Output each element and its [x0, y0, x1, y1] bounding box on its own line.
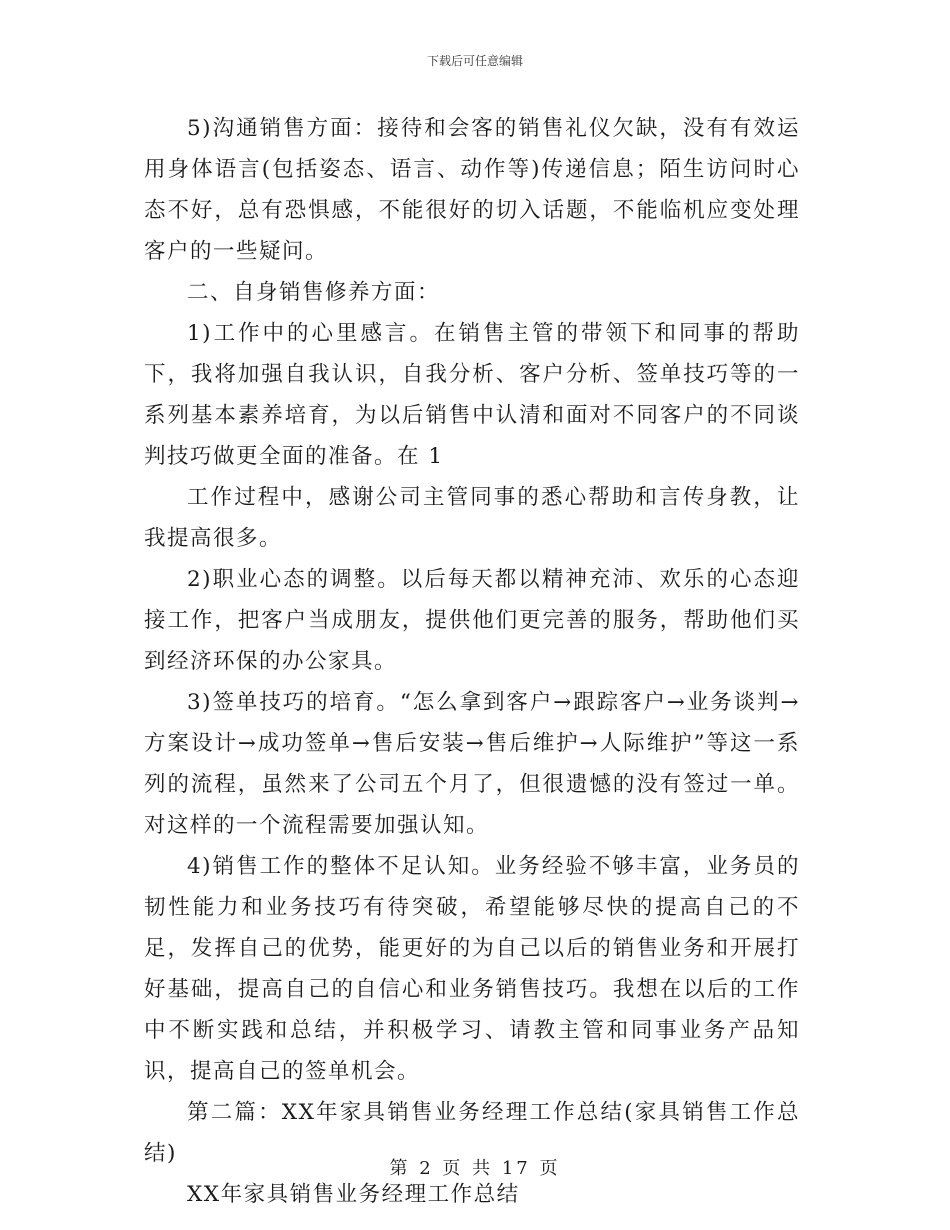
- document-body: [144, 108, 800, 1215]
- article-two-subtitle: XX年家具销售业务经理工作总结: [187, 1182, 520, 1207]
- paragraph-overall-shortcomings: 4)销售工作的整体不足认知。业务经验不够丰富，业务员的韧性能力和业务技巧有待突破，希望能够尽快的提高自己的不足，发挥自己的优势，能更好的为自己以后的销售业务和开展打好基础，提高自己的自信心和业务销售技巧。我想在以后的工作中不断实践和总结，并积极学习、请教主管和同事业务产品知识，提高自己的签单机会。: [144, 854, 800, 1084]
- article-two-title: 第二篇：XX年家具销售业务经理工作总结(家具销售工作总结): [144, 1100, 800, 1166]
- page-number-footer: 第 2 页 共 17 页: [389, 1158, 561, 1179]
- paragraph-work-reflection: 1)工作中的心里感言。在销售主管的带领下和同事的帮助下，我将加强自我认识，自我分析、客户分析、签单技巧等的一系列基本素养培育，为以后销售中认清和面对不同客户的不同谈判技巧做更全面的准备。在 1: [144, 321, 800, 469]
- paragraph-attitude-adjustment: 2)职业心态的调整。以后每天都以精神充沛、欢乐的心态迎接工作，把客户当成朋友，提供他们更完善的服务，帮助他们买到经济环保的办公家具。: [144, 567, 800, 674]
- paragraph-signing-skills: 3)签单技巧的培育。“怎么拿到客户→跟踪客户→业务谈判→方案设计→成功签单→售后安装→售后维护→人际维护”等这一系列的流程，虽然来了公司五个月了，但很遗憾的没有签过一单。对这样的一个流程需要加强认知。: [144, 690, 800, 838]
- page-header-note: 下载后可任意编辑: [426, 54, 523, 68]
- paragraph-thanks: 工作过程中，感谢公司主管同事的悉心帮助和言传身教，让我提高很多。: [144, 485, 800, 551]
- section-heading-self-cultivation: 二、自身销售修养方面：: [187, 280, 441, 305]
- paragraph-communication-sales: 5)沟通销售方面：接待和会客的销售礼仪欠缺，没有有效运用身体语言(包括姿态、语言、动作等)传递信息；陌生访问时心态不好，总有恐惧感，不能很好的切入话题，不能临机应变处理客户的一些疑问。: [144, 116, 800, 264]
